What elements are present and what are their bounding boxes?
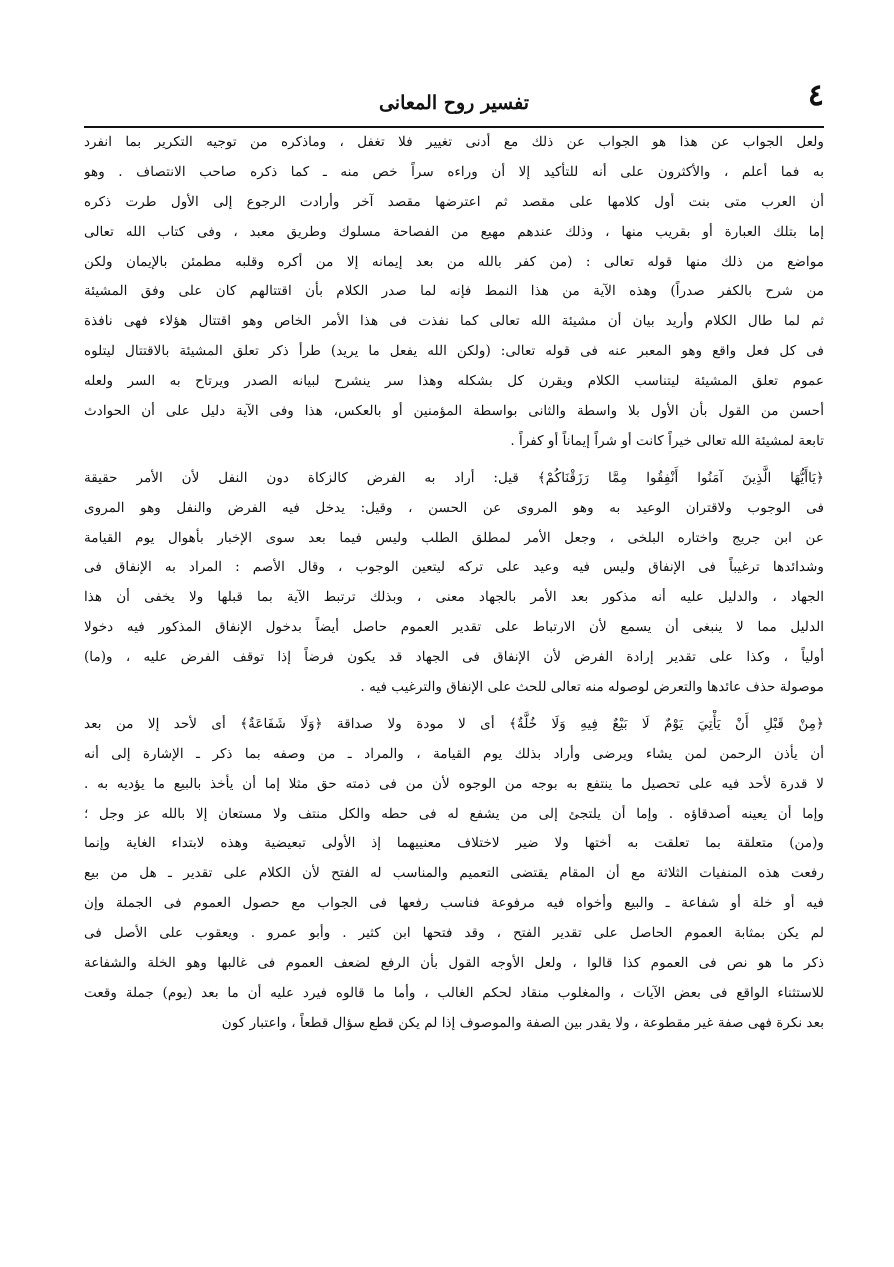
text-line: عموم تعلق المشيئة ليتناسب الكلام ويقرن كل بشكله وهذا سر ينشرح لبيانه الصدر ويرتاح به السر ولعله [84,373,824,390]
header-rule [84,126,824,128]
text-line: أن يأذن الرحمن لمن يشاء ويرضى وأراد بذلك يوم القيامة ، والمراد ـ من وصفه بما ذكر ـ الإشارة إلى أنه [84,745,824,762]
body-text [84,128,824,1039]
paragraph-gap [84,703,824,710]
text-line: وإما أن يعينه أصدقاؤه . وإما أن يلتجئ إلى من يشفع له فى حطه والكل منتف ولا مستعان إلا بالله عز وجل ؛ [84,805,824,822]
text-line: به فما أعلم ، والأكثرون على أنه للتأكيد إلا أن وراءه سراً خص منه ـ كما ذكره صاحب الانتصاف . وهو [84,163,824,180]
text-line: عن ابن جريج واختاره البلخى ، وجعل الأمر لمطلق الطلب وليس فيما بعد سوى الإخبار بأهوال يوم القيامة [84,529,824,546]
text-line: من شرح بالكفر صدراً) وهذه الآية من هذا النمط فإنه لما صدر الكلام بأن اقتتالهم كان على وفق المشيئة [84,283,824,300]
text-line: ذكر ما هو نص فى العموم كذا قالوا ، ولعل الأوجه القول بأن الرفع لضعف العموم فى غالبها وهو الخلة والشفاعة [84,955,824,972]
page-header [84,66,824,128]
paragraph-gap [84,457,824,464]
text-line: رفعت هذه المنفيات الثلاثة مع أن المقام يقتضى التعميم والمناسب له الفتح لأن الكلام على تقدير ـ هل من بيع [84,865,824,882]
text-line: ﴿مِنْ قَبْلِ أَنْ يَأْتِيَ يَوْمٌ لَا بَيْعٌ فِيهِ وَلَا خُلَّةٌ﴾ أى لا مودة ولا صداقة ﴿وَلَا شَفَاعَةٌ﴾ أى لأحد إلا من بعد [84,715,824,732]
running-title: تفسير روح المعانى [378,92,530,114]
text-line: إما بتلك العبارة أو بقريب منها ، وذلك عندهم مهيع من الفصاحة مسلوك وطريق معبد ، وفى كتاب الله تعالى [84,223,824,240]
text-line: و(من) متعلقة بما تعلقت به أختها ولا ضير لاختلاف معنييهما إذ الأولى تبعيضية وهذه لابتداء الغاية وإنما [84,835,824,852]
text-line: مواضع من ذلك منها قوله تعالى : (من كفر بالله من بعد إيمانه إلا من أكره وقلبه مطمئن بالإيمان ولكن [84,253,824,270]
text-line: أن العرب متى بنت أول كلامها على مقصد ثم اعترضها مقصد آخر وأرادت الرجوع إلى الأول طرت ذكره [84,193,824,210]
text-line: فى الوجوب ولاقتران الوعيد به وهو المروى عن الحسن ، وقيل: يدخل فيه الفرض والنفل وهو المروى [84,499,824,516]
text-line: تابعة لمشيئة الله تعالى خيراً كانت أو شراً إيماناً أو كفراً . [510,432,824,449]
text-line: لا قدرة لأحد فيه على تحصيل ما ينتفع به بوجه من الوجوه لأن من فى ذمته حق مثلا إما أن يأخذ بالبيع ما يؤديه به . [84,775,824,792]
text-line: أولياً ، وكذا على تقدير إرادة الفرض لأن الإنفاق فى الجهاد قد يكون فرضاً إذا توقف الفرض عليه ، و(ما) [84,649,824,666]
text-line: الجهاد ، والدليل عليه أنه مذكور بعد الأمر بالجهاد معنى ، وبذلك ترتبط الآية بما قبلها ولا يخفى أن هذا [84,589,824,606]
text-line: بعد نكرة فهى صفة غير مقطوعة ، ولا يقدر بين الصفة والموصوف إذا لم يكن قطع سؤال قطعاً ، واعتبار كون [221,1014,824,1031]
text-line: ثم لما طال الكلام وأريد بيان أن مشيئة الله تعالى كما نفذت فى هذا الأمر الخاص وهو اقتتال هؤلاء فهى نافذة [84,313,824,330]
text-line: الدليل مما لا ينبغى أن يسمع لأن الارتباط على تقدير العموم حاصل أيضاً بدخول الإنفاق المذكور فيه دخولا [84,619,824,636]
book-page [84,66,824,1039]
text-line: موصولة حذف عائدها والتعرض لوصوله منه تعالى للحث على الإنفاق والترغيب فيه . [360,679,824,696]
text-line: ولعل الجواب عن هذا هو الجواب عن ذلك مع أدنى تغيير فلا تغفل ، وماذكره من توجيه التكرير بما انفرد [84,134,824,150]
text-line: وشدائدها ترغيباً فى الإنفاق وليس فيه وعيد على تركه ليتعين الوجوب ، وقال الأصم : المراد به الإنفاق فى [84,559,824,576]
text-line: لم يكن بمثابة العموم الحاصل على تقدير الفتح ، وقد فتحها ابن كثير . وأبو عمرو . ويعقوب على الأصل فى [84,925,824,942]
text-line: أحسن من القول بأن الأول بلا واسطة والثانى بواسطة المؤمنين أو بالعكس، هذا وفى الآية دليل على أن الحوادث [84,403,824,420]
text-line: للاستثناء الواقع فى بعض الآيات ، والمغلوب منقاد لحكم الغالب ، وأما ما قالوه فيرد عليه أن ما بعد (يوم) جملة وقعت [84,984,824,1001]
text-line: فيه أو خلة أو شفاعة ـ والبيع وأخواه فيه مرفوعة فناسب رفعها فى الجواب مع حصول العموم فى الجملة وإن [84,895,824,912]
page-number: ٤ [807,78,824,113]
text-line: فى كل فعل واقع وهو المعبر عنه فى قوله تعالى: (ولكن الله يفعل ما يريد) طرأ ذكر تعلق المشيئة بالاقتتال ليتلوه [84,343,824,360]
text-line: ﴿يَاأَيُّهَا الَّذِينَ آمَنُوا أَنْفِقُوا مِمَّا رَزَقْنَاكُمْ﴾ قيل: أراد به الفرض كالزكاة دون النفل لأن الأمر حقيقة [84,469,824,486]
